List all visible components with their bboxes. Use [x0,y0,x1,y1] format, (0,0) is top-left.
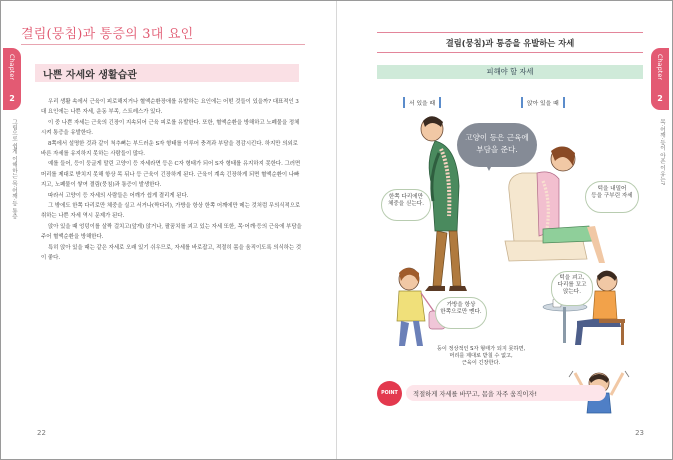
page-title: 결림(뭉침)과 통증의 3대 요인 [21,27,194,42]
right-page [337,1,672,459]
point-text: 적절하게 자세를 바꾸고, 몸을 자주 움직이자! [413,391,538,398]
speech-line: 고양이 등은 근육에 [465,133,529,142]
speech-bubble [457,123,537,167]
section-heading-box [35,64,299,82]
caption-line: 등이 정상적인 S자 형태가 되지 못하면, [436,346,526,352]
caption-line: 머리를 제대로 받칠 수 없고, [449,353,513,360]
label-sitting: 앉아 있을 때 [521,97,565,108]
speech-bubble-tail [483,159,495,171]
paragraph: 8쪽에서 설명한 것과 같이 척추뼈는 부드러운 S자 형태를 이루어 충격과 부담을 경감시킨다. 하지만 의외로 바른 자세를 유지하지 못하는 사람들이 많다. [41,140,298,158]
right-page-title: 결림(뭉침)과 통증을 유발하는 자세 [445,38,575,48]
note-line: 등을 구부린 자세 [591,193,633,200]
point-text-box [406,385,606,401]
chapter-tab-left [3,48,21,110]
paragraph: 예를 들어, 등이 둥글게 말린 고양이 등 자세라면 등은 C자 형태가 되어 S자 형태를 유지하지 못한다. 그러면 머리를 제대로 받치지 못해 항상 목 뒤나 등 근육이 긴장하게 된다. 근육이 계속 긴장하게 되면 혈액순환이 나빠지고, 노폐물이 쌓여 결림(뭉침)과 통증이 발생한다. [41,161,301,189]
title-rule [21,44,305,45]
note-line: 한쪽으로만 멘다. [440,309,482,316]
note-bag [435,297,487,329]
paragraph: 따라서 고양이 등 자세의 사람들은 어깨가 쉽게 결리게 된다. [48,192,189,199]
note-chin [551,271,593,306]
chapter-number-right: 2 [657,94,663,103]
note-line: 다리를 꼬고 [557,282,587,289]
point-area [377,375,643,407]
speech-line: 부담을 준다. [476,145,518,154]
side-text-right: 목·어깨·등이 아픈 이유는? [659,119,665,186]
paragraph: 앉아 있을 때 엉덩이를 살짝 걸치고(앞게) 앉거나, 팔꿈치를 괴고 있는 자세 또한, 목·어깨·등의 근육에 부담을 주어 혈액순환을 방해한다. [41,223,302,241]
chapter-number-left: 2 [9,94,15,103]
chapter-tab-right [651,48,669,110]
chapter-word-right: Chapter [656,54,664,80]
figure-caption [421,346,541,368]
page-number-left: 22 [37,429,46,437]
note-one-leg [381,189,431,221]
chapter-word-left: Chapter [8,54,16,80]
body-text [41,97,303,264]
subheading: 피해야 할 자세 [486,67,534,76]
caption-line: 근육이 긴장한다. [461,360,501,367]
paragraph: 이 중 나쁜 자세는 근육의 긴장이 지속되어 근육 피로를 유발한다. 또한, 혈액순환을 방해하고 노폐물을 정체시켜 통증을 유발한다. [41,119,300,137]
point-badge: POINT [377,381,402,406]
note-line: 가방을 항상 [446,302,476,308]
side-text-left: 그림으로 쉽게 이해하는 목·어깨·등 통증 [11,119,17,220]
note-line: 체중을 싣는다. [388,201,424,208]
section-heading: 나쁜 자세와 생활습관 [43,70,137,81]
note-line: 앉는다. [563,289,581,296]
left-page [1,1,336,459]
note-line: 턱을 괴고, [559,275,585,281]
paragraph: 우리 생활 속에서 근육이 피로해지거나 혈액순환장애를 유발하는 요인에는 어떤 것들이 있을까? 대표적인 3대 요인에는 나쁜 자세, 운동 부족, 스트레스가 있다. [41,99,299,116]
note-line: 턱을 내밀어 [597,186,627,192]
label-standing: 서 있을 때 [403,97,441,108]
note-back-chair [585,181,639,213]
note-line: 한쪽 다리에만 [388,194,424,200]
paragraph: 특히 앉아 있을 때는 같은 자세로 오래 있기 쉬우므로, 자세를 바로잡고, 적절히 몸을 움직이도록 의식하는 것이 좋다. [41,244,302,262]
page-number-right: 23 [635,429,644,437]
paragraph: 그 밖에도 한쪽 다리로만 체중을 실고 서거나(짝다리), 가방을 항상 한쪽 어깨에만 메는 것처럼 무의식적으로 취하는 나쁜 자세 역시 문제가 된다. [41,203,301,220]
